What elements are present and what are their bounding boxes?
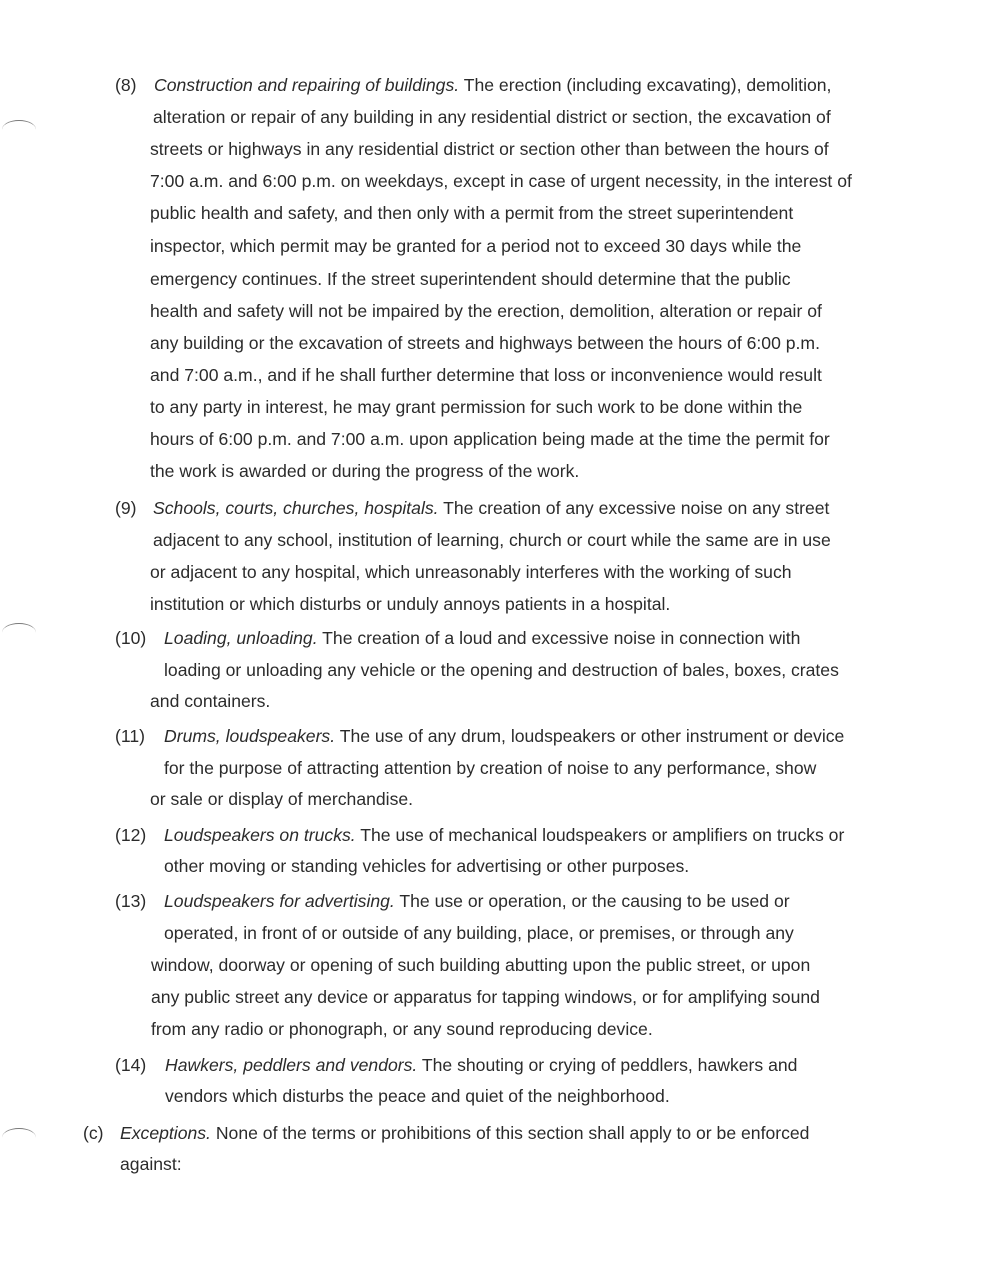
item-number: (11) — [115, 726, 145, 746]
item-text-line: alteration or repair of any building in any residential district or section, the excavation of — [153, 107, 831, 127]
item-text-line: to any party in interest, he may grant permission for such work to be done within the — [150, 397, 803, 417]
item-text-line: health and safety will not be impaired by the erection, demolition, alteration or repair of — [150, 301, 822, 321]
item-text-line: None of the terms or prohibitions of this section shall apply to or be enforced — [210, 1123, 810, 1143]
item-title: Drums, loudspeakers. — [164, 726, 336, 746]
item-text-line: vendors which disturbs the peace and quiet of the neighborhood. — [165, 1086, 670, 1106]
item-text-line: any building or the excavation of streets and highways between the hours of 6:00 p.m. — [150, 333, 820, 353]
item-text-line: loading or unloading any vehicle or the opening and destruction of bales, boxes, crates — [164, 660, 839, 680]
item-text-line: public health and safety, and then only with a permit from the street superintendent — [150, 203, 794, 223]
item-text-line: institution or which disturbs or unduly annoys patients in a hospital. — [150, 594, 671, 614]
section-title: Exceptions. — [120, 1123, 211, 1143]
item-text-line: The use or operation, or the causing to be used or — [394, 891, 790, 911]
item-text-line: 7:00 a.m. and 6:00 p.m. on weekdays, except in case of urgent necessity, in the interest of — [150, 171, 852, 191]
item-text-line: or adjacent to any hospital, which unreasonably interferes with the working of such — [150, 562, 792, 582]
item-title: Hawkers, peddlers and vendors. — [165, 1055, 418, 1075]
item-number: (13) — [115, 891, 147, 911]
item-number: (9) — [115, 498, 137, 518]
item-text-line: The shouting or crying of peddlers, hawkers and — [417, 1055, 798, 1075]
item-text-line: the work is awarded or during the progress of the work. — [150, 461, 580, 481]
item-text-line: for the purpose of attracting attention by creation of noise to any performance, show — [164, 758, 817, 778]
item-text-line: The creation of a loud and excessive noise in connection with — [317, 628, 801, 648]
item-text-line: operated, in front of or outside of any building, place, or premises, or through any — [164, 923, 794, 943]
item-text-line: The creation of any excessive noise on any street — [438, 498, 830, 518]
item-title: Construction and repairing of buildings. — [154, 75, 460, 95]
item-title: Loading, unloading. — [164, 628, 318, 648]
item-text-line: any public street any device or apparatus for tapping windows, or for amplifying sound — [151, 987, 820, 1007]
item-text-line: and 7:00 a.m., and if he shall further determine that loss or inconvenience would result — [150, 365, 822, 385]
item-title: Loudspeakers on trucks. — [164, 825, 356, 845]
item-text-line: from any radio or phonograph, or any sound reproducing device. — [151, 1019, 653, 1039]
item-text-line: streets or highways in any residential district or section other than between the hours of — [150, 139, 829, 159]
item-number: (14) — [115, 1055, 147, 1075]
item-text-line: and containers. — [150, 691, 271, 711]
item-text-line: window, doorway or opening of such building abutting upon the public street, or upon — [151, 955, 811, 975]
item-text-line: other moving or standing vehicles for advertising or other purposes. — [164, 856, 690, 876]
item-text-line: against: — [120, 1154, 182, 1174]
section-letter: (c) — [83, 1123, 104, 1143]
item-number: (8) — [115, 75, 137, 95]
punch-hole-mark — [2, 120, 36, 139]
item-title: Loudspeakers for advertising. — [164, 891, 395, 911]
item-text-line: or sale or display of merchandise. — [150, 789, 414, 809]
item-number: (12) — [115, 825, 147, 845]
item-text-line: emergency continues. If the street superintendent should determine that the public — [150, 269, 791, 289]
punch-hole-mark — [2, 623, 36, 642]
item-text-line: inspector, which permit may be granted for a period not to exceed 30 days while the — [150, 236, 802, 256]
item-title: Schools, courts, churches, hospitals. — [153, 498, 439, 518]
punch-hole-mark — [2, 1128, 36, 1147]
item-number: (10) — [115, 628, 147, 648]
item-text-line: hours of 6:00 p.m. and 7:00 a.m. upon application being made at the time the permit for — [150, 429, 830, 449]
item-text-line: The use of any drum, loudspeakers or other instrument or device — [335, 726, 845, 746]
item-text-line: The use of mechanical loudspeakers or amplifiers on trucks or — [355, 825, 845, 845]
item-text-line: The erection (including excavating), demolition, — [459, 75, 832, 95]
item-text-line: adjacent to any school, institution of learning, church or court while the same are in use — [153, 530, 831, 550]
